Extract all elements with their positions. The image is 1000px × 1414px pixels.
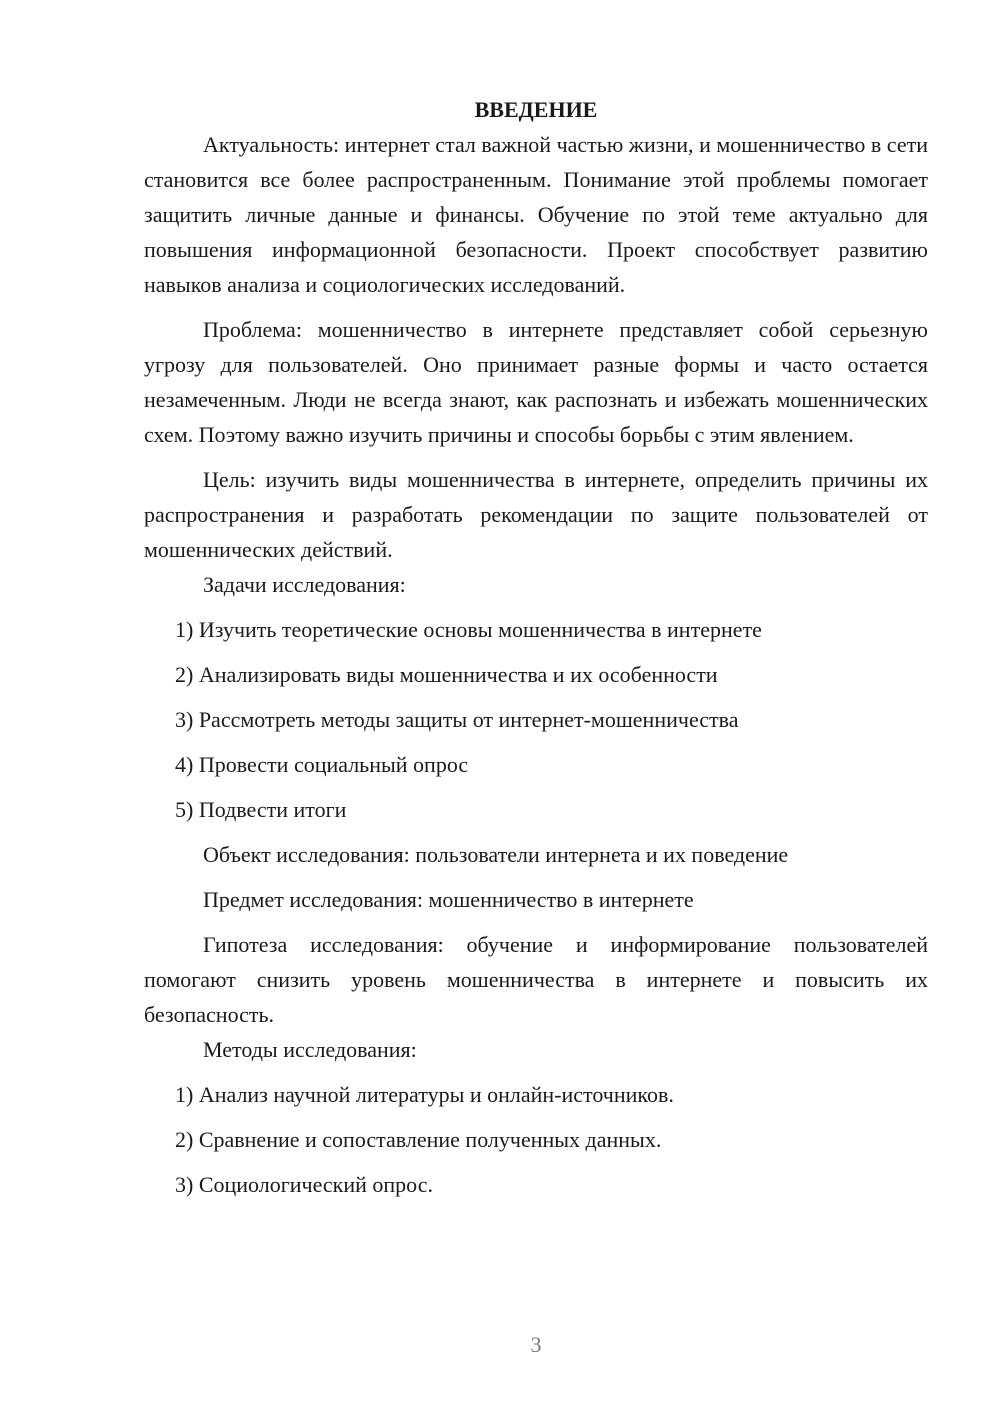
document-title: ВВЕДЕНИЕ xyxy=(474,97,598,122)
page-number: 3 xyxy=(530,1332,542,1357)
task-item: 3) Рассмотреть методы защиты от интернет-мошенничества xyxy=(175,707,739,732)
task-item: 1) Изучить теоретические основы мошенничества в интернете xyxy=(175,617,762,642)
paragraph-goal: Цель: изучить виды мошенничества в интернете, определить причины их распространения и разработать рекомендации по защите пользователей от мошеннических действий. xyxy=(144,467,928,562)
method-item: 3) Социологический опрос. xyxy=(175,1172,433,1197)
research-hypothesis: Гипотеза исследования: обучение и информирование пользователей помогают снизить уровень мошенничества в интернете и повысить их безопасность. xyxy=(144,932,928,1027)
task-item: 2) Анализировать виды мошенничества и их особенности xyxy=(175,662,718,687)
method-item: 1) Анализ научной литературы и онлайн-источников. xyxy=(175,1082,674,1107)
method-item: 2) Сравнение и сопоставление полученных данных. xyxy=(175,1127,662,1152)
task-item: 4) Провести социальный опрос xyxy=(175,752,469,777)
methods-heading: Методы исследования: xyxy=(203,1037,417,1062)
task-item: 5) Подвести итоги xyxy=(175,797,347,822)
research-object: Объект исследования: пользователи интернета и их поведение xyxy=(203,842,789,867)
document-page xyxy=(144,92,928,1202)
paragraph-relevance: Актуальность: интернет стал важной частью жизни, и мошенничество в сети становится все более распространенным. Понимание этой проблемы помогает защитить личные данные и финансы. Обучение по этой теме актуально для повышения информационной безопасности. Проект способствует развитию навыков анализа и социологических исследований. xyxy=(144,132,928,297)
research-subject: Предмет исследования: мошенничество в интернете xyxy=(203,887,694,912)
tasks-heading: Задачи исследования: xyxy=(203,572,406,597)
paragraph-problem: Проблема: мошенничество в интернете представляет собой серьезную угрозу для пользователей. Оно принимает разные формы и часто остается незамеченным. Люди не всегда знают, как распознать и избежать мошеннических схем. Поэтому важно изучить причины и способы борьбы с этим явлением. xyxy=(144,317,928,447)
